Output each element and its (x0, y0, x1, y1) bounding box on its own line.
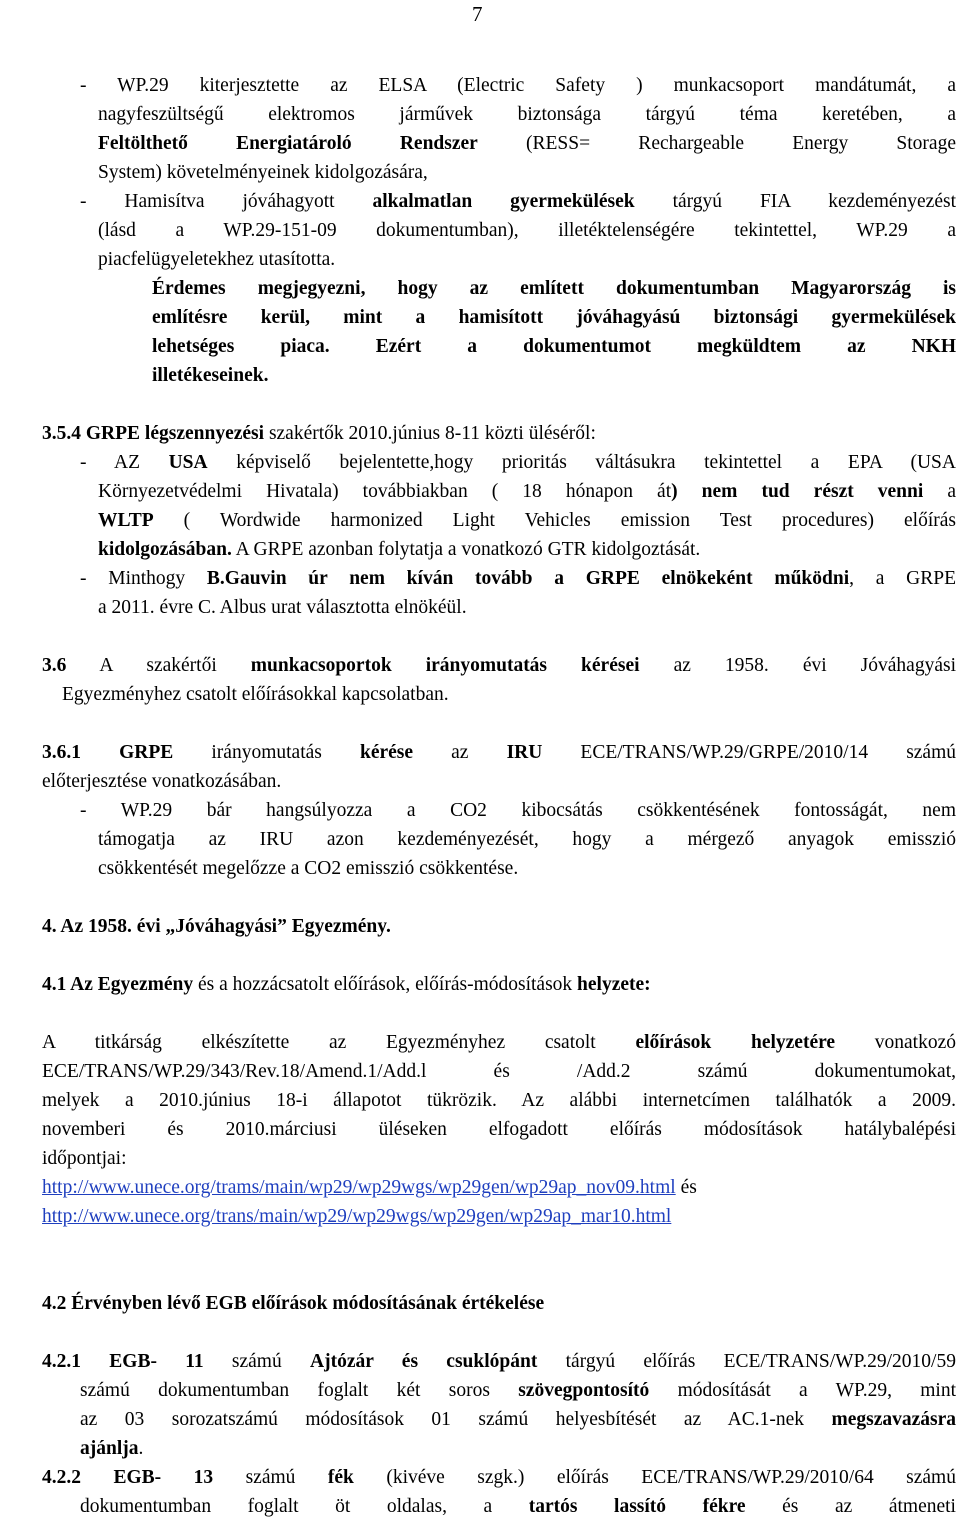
text-segment: (lásd a WP.29-151-09 dokumentumban), illetéktelenségére tekintettel, WP.29 a (98, 220, 956, 241)
bold-text: 4.2.2 EGB- 13 (42, 1467, 214, 1488)
text-segment: ECE/TRANS/WP.29/GRPE/2010/14 számú (542, 742, 956, 763)
text-line (42, 1059, 956, 1085)
bold-text: kidolgozásában. (98, 539, 232, 560)
text-segment: számú (203, 1351, 310, 1372)
text-line (42, 1088, 956, 1114)
url-link[interactable]: http://www.unece.org/trams/main/wp29/wp29wgs/wp29gen/wp29ap_nov09.html (42, 1177, 676, 1198)
text-segment: System) követelményeinek kidolgozására, (98, 162, 428, 183)
text-segment: és az átmeneti (745, 1496, 956, 1517)
text-segment: - Minthogy (80, 568, 207, 589)
text-line (152, 334, 956, 360)
bold-text: tartós lassító fékre (528, 1496, 746, 1517)
text-segment: időpontjai: (42, 1148, 127, 1169)
text-line (42, 1117, 956, 1143)
bold-text: megszavazásra (831, 1409, 956, 1430)
bold-text: WLTP (98, 510, 154, 531)
text-segment: vonatkozó (835, 1032, 956, 1053)
text-segment: - WP.29 kiterjesztette az ELSA (Electric Safety ) munkacsoport mandátumát, a (80, 75, 956, 96)
text-line (98, 537, 918, 563)
text-line (80, 1494, 956, 1520)
text-segment: . (138, 1438, 144, 1459)
text-line (42, 653, 956, 679)
bold-text: Ajtózár és csuklópánt (310, 1351, 538, 1372)
text-segment: és (675, 1177, 697, 1198)
text-segment: - WP.29 bár hangsúlyozza a CO2 kibocsátás csökkentésének fontosságát, nem (80, 800, 956, 821)
text-line (152, 276, 956, 302)
text-line (42, 1030, 956, 1056)
text-line (152, 305, 956, 331)
text-line (80, 189, 956, 215)
text-segment: tárgyú FIA kezdeményezést (634, 191, 956, 212)
bold-text: USA (168, 452, 208, 473)
text-segment: (kivéve szgk.) előírás ECE/TRANS/WP.29/2010/64 számú (353, 1467, 956, 1488)
text-line (98, 827, 956, 853)
url-link[interactable]: http://www.unece.org/trans/main/wp29/wp29wgs/wp29gen/wp29ap_mar10.html (42, 1206, 672, 1227)
bold-text: Feltölthető Energiatároló Rendszer (98, 133, 478, 154)
text-segment: Környezetvédelmi Hivatala) továbbiakban ( 18 hónapon át (98, 481, 672, 502)
text-segment: , a GRPE (849, 568, 956, 589)
bold-text: 3.5.4 GRPE légszennyezési (42, 423, 265, 444)
text-segment: a (923, 481, 956, 502)
text-segment: piacfelügyeletekhez utasította. (98, 249, 336, 270)
text-line (42, 1349, 956, 1375)
text-segment: novemberi és 2010.márciusi üléseken elfogadott előírás módosítások hatálybalépési (42, 1119, 956, 1140)
bold-text: B.Gauvin úr nem kíván tovább a GRPE elnökeként működni (206, 568, 850, 589)
text-line (80, 1436, 280, 1462)
bold-text: ) nem tud részt venni (671, 481, 924, 502)
bold-text: IRU (506, 742, 543, 763)
text-segment: csökkentését megelőzze a CO2 emisszió csökkentése. (98, 858, 519, 879)
text-segment: a 2011. évre C. Albus urat választotta elnökéül. (98, 597, 467, 618)
text-line (80, 1407, 956, 1433)
bold-text: említésre kerül, mint a hamisított jóváhagyású biztonsági gyermekülések (152, 307, 956, 328)
bold-text: 4.2 Érvényben lévő EGB előírások módosításának értékelése (42, 1293, 545, 1314)
text-line (98, 479, 956, 505)
bold-text: alkalmatlan gyermekülések (372, 191, 635, 212)
text-line (98, 160, 558, 186)
text-segment: Egyezményhez csatolt előírásokkal kapcsolatban. (62, 684, 449, 705)
bold-text: 4.2.1 EGB- 11 (42, 1351, 204, 1372)
bold-text: 4.1 Az Egyezmény (42, 974, 194, 995)
bold-text: ajánlja (80, 1438, 139, 1459)
page-number: 7 (472, 2, 483, 26)
text-segment: dokumentumban foglalt öt oldalas, a (80, 1496, 529, 1517)
text-segment: az 1958. évi Jóváhagyási (639, 655, 956, 676)
text-line (42, 421, 802, 447)
text-segment: (RESS= Rechargeable Energy Storage (477, 133, 956, 154)
text-line (42, 1291, 742, 1317)
bold-text: 3.6.1 GRPE (42, 742, 174, 763)
text-line (42, 914, 542, 940)
text-line (80, 1378, 956, 1404)
text-segment: A szakértői (66, 655, 251, 676)
text-segment: és a hozzácsatolt előírások, előírás-módosítások (193, 974, 578, 995)
text-segment: - AZ (80, 452, 169, 473)
text-line (98, 102, 956, 128)
bold-text: 4. Az 1958. évi „Jóváhagyási” Egyezmény. (42, 916, 391, 937)
text-segment: támogatja az IRU azon kezdeményezését, hogy a mérgező anyagok emisszió (98, 829, 956, 850)
bold-text: kérése (359, 742, 414, 763)
text-line (42, 1175, 942, 1201)
text-segment: nagyfeszültségű elektromos járművek biztonsága tárgyú téma keretében, a (98, 104, 956, 125)
text-segment: A titkárság elkészítette az Egyezményhez csatolt (42, 1032, 636, 1053)
text-segment: ( Wordwide harmonized Light Vehicles emission Test procedures) előírás (153, 510, 956, 531)
text-line (152, 363, 352, 389)
text-segment: melyek a 2010.június 18-i állapotot tükrözik. Az alábbi internetcímen találhatók a 2009. (42, 1090, 956, 1111)
bold-text: munkacsoportok irányomutatás kérései (250, 655, 640, 676)
text-line (98, 247, 418, 273)
text-segment: előterjesztése vonatkozásában. (42, 771, 282, 792)
bold-text: Érdemes megjegyezni, hogy az említett dokumentumban Magyarország is (152, 278, 956, 299)
text-segment: szakértők 2010.június 8-11 közti üléséről: (264, 423, 596, 444)
text-segment: - Hamisítva jóváhagyott (80, 191, 373, 212)
text-line (42, 769, 442, 795)
text-segment: módosítását a WP.29, mint (649, 1380, 956, 1401)
bold-text: fék (327, 1467, 354, 1488)
text-segment: A GRPE azonban folytatja a vonatkozó GTR kidolgoztását. (231, 539, 701, 560)
text-line (42, 1465, 956, 1491)
text-line (98, 595, 698, 621)
bold-text: 3.6 (42, 655, 67, 676)
text-segment: számú (213, 1467, 328, 1488)
bold-text: illetékeseinek. (152, 365, 269, 386)
text-line (42, 1204, 942, 1230)
text-segment: irányomutatás (173, 742, 360, 763)
text-segment: képviselő bejelentette,hogy prioritás váltásukra tekintettel a EPA (USA (207, 452, 956, 473)
bold-text: helyzete: (577, 974, 651, 995)
text-line (98, 856, 658, 882)
text-line (42, 972, 862, 998)
text-line (62, 682, 622, 708)
text-segment: tárgyú előírás ECE/TRANS/WP.29/2010/59 (537, 1351, 956, 1372)
text-line (98, 131, 956, 157)
text-segment: az (413, 742, 507, 763)
text-line (80, 566, 956, 592)
text-segment: ECE/TRANS/WP.29/343/Rev.18/Amend.1/Add.l és /Add.2 számú dokumentumokat, (42, 1061, 956, 1082)
text-line (42, 1146, 242, 1172)
bold-text: lehetséges piaca. Ezért a dokumentumot megküldtem az NKH (152, 336, 956, 357)
text-line (80, 798, 956, 824)
text-segment: számú dokumentumban foglalt két soros (80, 1380, 519, 1401)
text-line (98, 508, 956, 534)
text-line (42, 740, 956, 766)
bold-text: szövegpontosító (518, 1380, 650, 1401)
text-segment: az 03 sorozatszámú módosítások 01 számú helyesbítését az AC.1-nek (80, 1409, 832, 1430)
bold-text: előírások helyzetére (635, 1032, 836, 1053)
text-line (80, 73, 956, 99)
text-line (80, 450, 956, 476)
text-line (98, 218, 956, 244)
